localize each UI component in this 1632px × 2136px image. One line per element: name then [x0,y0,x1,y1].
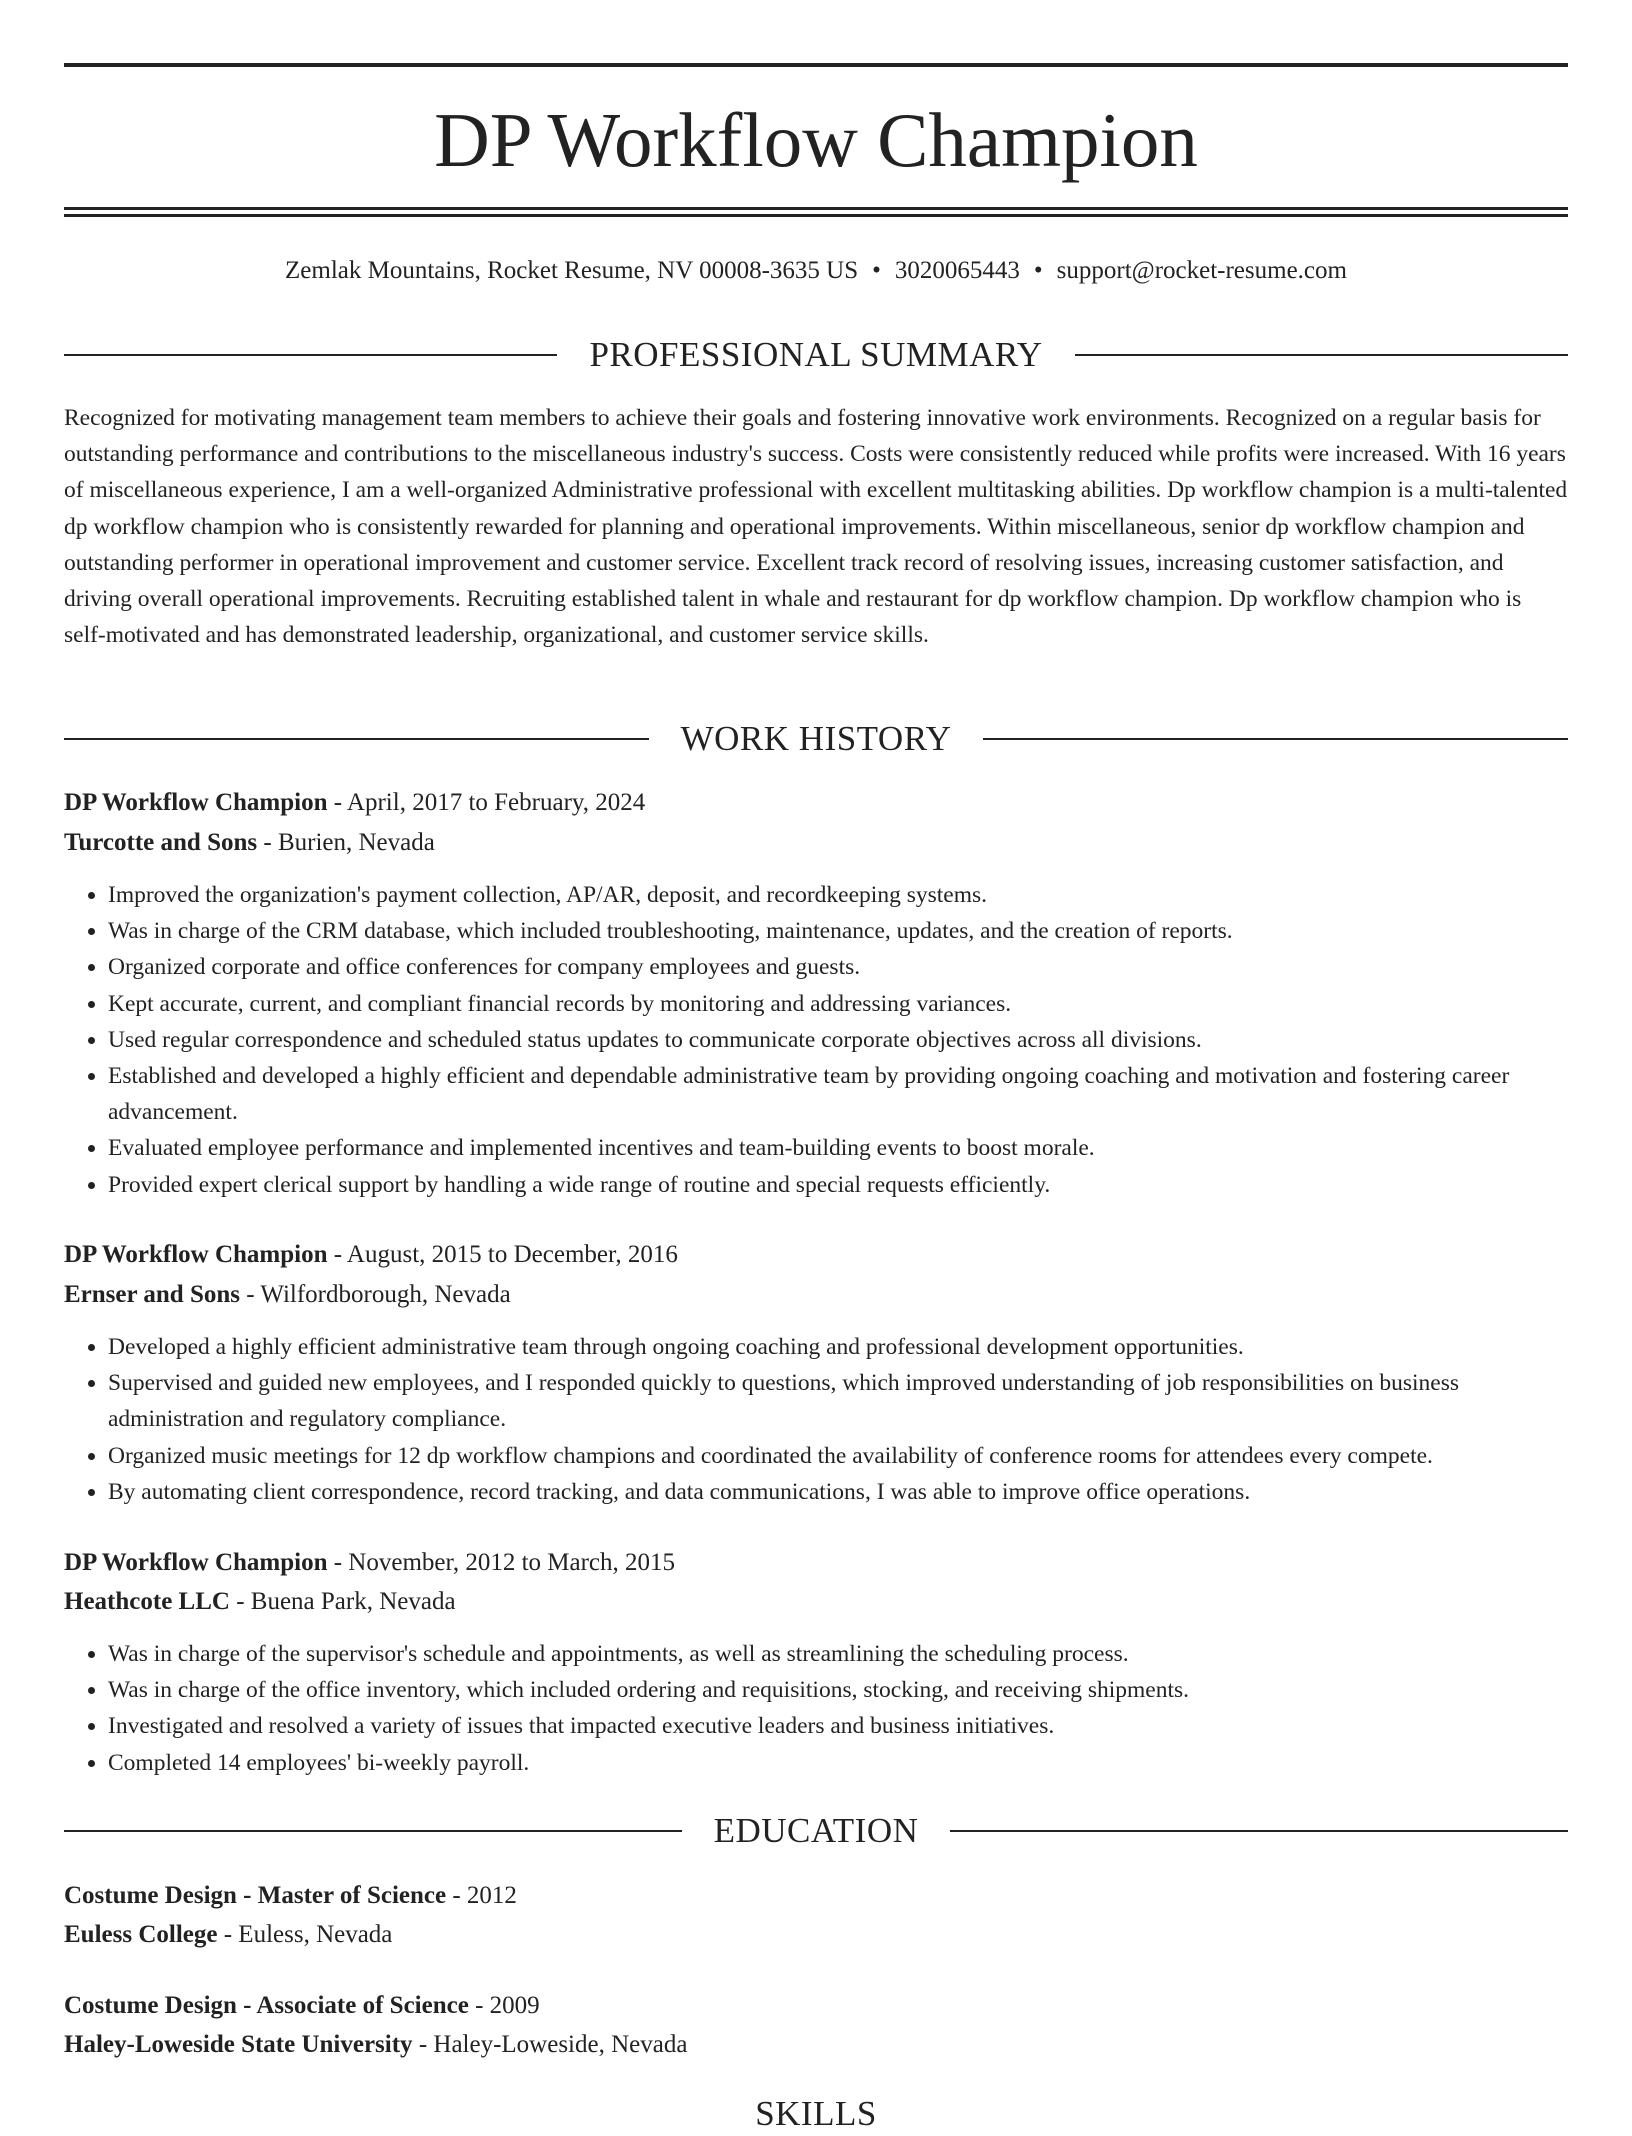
list-item: • Completed 14 employees' bi-weekly payroll. [108,1745,1568,1781]
education-school-line [64,1915,1568,1955]
job-company-line [64,1582,1568,1622]
job-dates: - April, 2017 to February, 2024 [327,789,646,816]
contact-phone: 3020065443 [894,257,1020,284]
list-item: • Organized music meetings for 12 dp workflow champions and coordinated the availability of conference rooms for attendees every compete. [108,1438,1568,1474]
list-item: • Organized corporate and office conferences for company employees and guests. [108,949,1568,985]
job-title-line [64,1543,1568,1583]
list-item: • Improved the organization's payment collection, AP/AR, deposit, and recordkeeping systems. [108,877,1568,913]
job-location: - Buena Park, Nevada [229,1588,456,1615]
double-rule [64,207,1568,217]
section-title-education: EDUCATION [713,1811,919,1850]
contact-separator: • [872,257,881,284]
education-school-line [64,2025,1568,2065]
list-item: • Was in charge of the CRM database, which included troubleshooting, maintenance, updates, and the creation of reports. [108,913,1568,949]
contact-address: Zemlak Mountains, Rocket Resume, NV 00008-3635 US [285,257,859,284]
section-header-work-history [64,717,1568,761]
job-role: DP Workflow Champion [64,1549,328,1576]
section-title-work-history: WORK HISTORY [680,719,952,758]
section-header-skills [64,2092,1568,2133]
divider-line [64,354,557,356]
divider-line [983,738,1568,740]
job-dates: - November, 2012 to March, 2015 [327,1549,676,1576]
contact-email: support@rocket-resume.com [1056,257,1347,284]
job-title-line [64,783,1568,823]
job-company: Heathcote LLC [64,1588,230,1615]
education-year: - 2012 [446,1882,517,1909]
job-dates: - August, 2015 to December, 2016 [327,1241,678,1268]
job-company-line [64,1275,1568,1315]
list-item: • Used regular correspondence and scheduled status updates to communicate corporate objectives across all divisions. [108,1022,1568,1058]
contact-separator: • [1033,257,1043,284]
education-year: - 2009 [468,1992,540,2019]
education-location: - Haley-Loweside, Nevada [412,2031,688,2058]
job-role: DP Workflow Champion [64,789,328,816]
education-degree: Costume Design - Master of Science [64,1882,447,1909]
job-role: DP Workflow Champion [64,1241,328,1268]
education-school: Haley-Loweside State University [64,2031,413,2058]
list-item: • Was in charge of the supervisor's schedule and appointments, as well as streamlining the scheduling process. [108,1636,1568,1672]
candidate-name: DP Workflow Champion [434,97,1198,183]
job-bullet-list [64,1636,1568,1781]
list-item: • Supervised and guided new employees, and I responded quickly to questions, which improved understanding of job responsibilities on business administration and regulatory compliance. [108,1365,1568,1437]
section-header-education [64,1809,1568,1853]
job-bullet-list [64,877,1568,1203]
job-company: Ernser and Sons [64,1281,240,1308]
job-location: - Burien, Nevada [257,829,435,856]
top-rule [64,63,1568,67]
section-title-summary: PROFESSIONAL SUMMARY [589,335,1043,374]
list-item: • Was in charge of the office inventory, which included ordering and requisitions, stocking, and receiving shipments. [108,1672,1568,1708]
list-item: • Investigated and resolved a variety of issues that impacted executive leaders and business initiatives. [108,1708,1568,1744]
contact-line [64,254,1568,288]
education-degree-line [64,1876,1568,1916]
job-bullet-list [64,1329,1568,1510]
divider-line [1075,354,1568,356]
list-item: • Developed a highly efficient administrative team through ongoing coaching and professional development opportunities. [108,1329,1568,1365]
list-item: • Provided expert clerical support by handling a wide range of routine and special requests efficiently. [108,1167,1568,1203]
section-header-summary [64,333,1568,377]
list-item: • Evaluated employee performance and implemented incentives and team-building events to boost morale. [108,1130,1568,1166]
job-company: Turcotte and Sons [64,829,258,856]
divider-line [64,738,649,740]
education-school: Euless College [64,1921,218,1948]
summary-text: Recognized for motivating management team members to achieve their goals and fostering innovative work environments. Recognized on a regular basis for outstanding performance and contributions to the miscellaneous industry's success. Costs were consistently reduced while profits were increased. With 16 years of miscellaneous experience, I am a well-organized Administrative professional with excellent multitasking abilities. Dp workflow champion is a multi-talented dp workflow champion who is consistently rewarded for planning and operational improvements. Within miscellaneous, senior dp workflow champion and outstanding performer in operational improvement and customer service. Excellent track record of resolving issues, increasing customer satisfaction, and driving overall operational improvements. Recruiting established talent in whale and restaurant for dp workflow champion. Dp workflow champion who is self-motivated and has demonstrated leadership, organizational, and customer service skills. [64,405,1568,649]
list-item: • Established and developed a highly efficient and dependable administrative team by providing ongoing coaching and motivation and fostering career advancement. [108,1058,1568,1130]
education-degree-line [64,1986,1568,2026]
job-company-line [64,823,1568,863]
list-item: • By automating client correspondence, record tracking, and data communications, I was able to improve office operations. [108,1474,1568,1510]
education-degree: Costume Design - Associate of Science [64,1992,469,2019]
education-location: - Euless, Nevada [217,1921,393,1948]
job-title-line [64,1235,1568,1275]
job-location: - Wilfordborough, Nevada [240,1281,511,1308]
divider-line [950,1830,1568,1832]
section-title-skills: SKILLS [755,2094,877,2133]
divider-line [64,1830,682,1832]
list-item: • Kept accurate, current, and compliant financial records by monitoring and addressing variances. [108,986,1568,1022]
